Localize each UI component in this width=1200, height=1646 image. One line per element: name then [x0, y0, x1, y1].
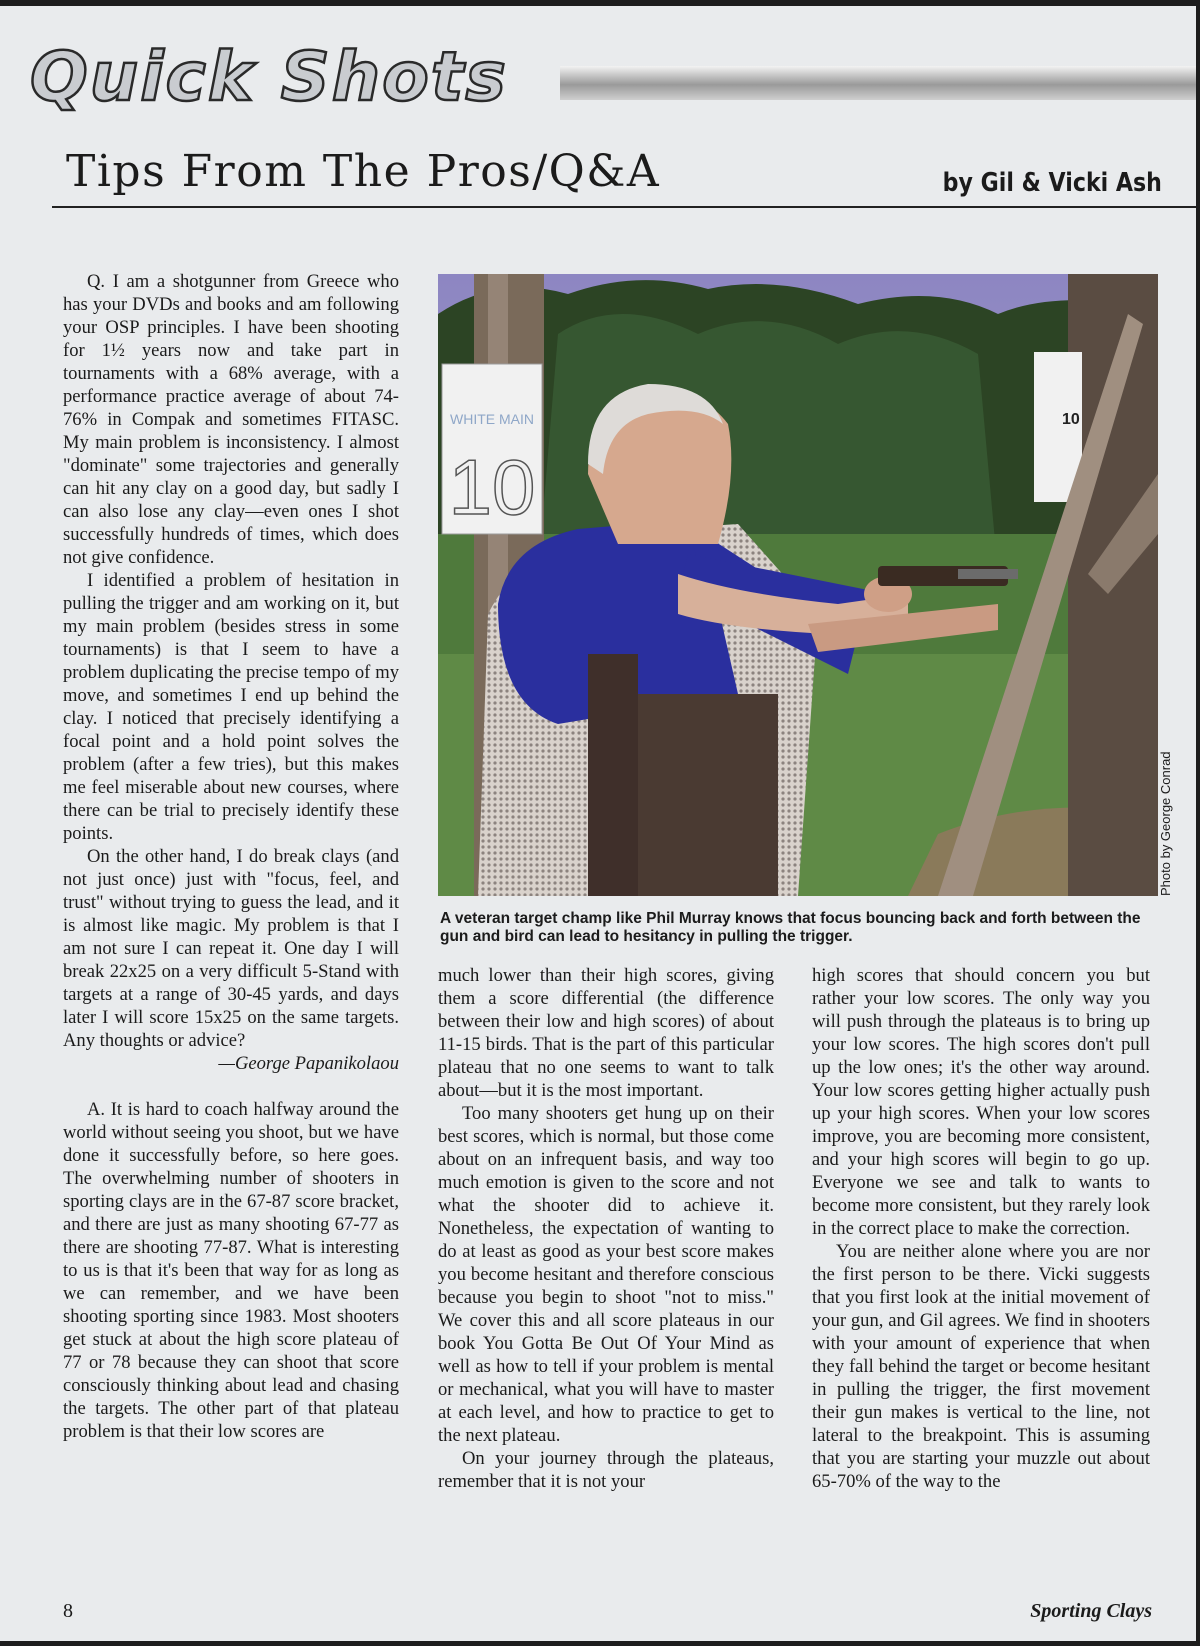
sign-right-number: 10: [1062, 411, 1080, 428]
top-border: [0, 0, 1200, 6]
answer-paragraph: On your journey through the plateaus, remember that it is not your: [438, 1448, 774, 1492]
question-signature: —George Papanikolaou: [218, 1053, 399, 1074]
answer-paragraph: Too many shooters get hung up on their best scores, which is normal, but those come about on an infrequent basis, and way too much emotion is given to the score and not what the shooter did to achieve it. Nonetheless, the expectation of wanting to do at least as good as your best score makes you become hesitant and therefore conscious because you begin to shoot "not to miss." We cover this and all score plateaus in our book You Gotta Be Out Of Your Mind as well as how to tell if your problem is mental or mechanical, what you will have to master at each level, and how to practice to get to the next plateau.: [438, 1103, 774, 1446]
bottom-border: [0, 1641, 1200, 1646]
answer-paragraph-continued: high scores that should concern you but rather your low scores. The only way you will push through the plateaus is to bring up your low scores. The high scores don't pull up the low ones; it's the other way around. Your low scores getting higher actually push up your high scores. When your low scores improve, you are becoming more consistent, and your high scores will begin to go up. Everyone we see and talk to wants to become more consistent, but they rarely look in the correct place to make the correction.: [812, 965, 1150, 1239]
article-title: Tips From The Pros/Q&A: [66, 146, 661, 197]
answer-paragraph: A. It is hard to coach halfway around the world without seeing you shoot, but we have done it successfully before, so here goes. The overwhelming number of shooters in sporting clays are in the 67-87 score bracket, and there are just as many shooting 67-77 as there are shooting 77-87. What is interesting to us is that it's been that way for as long as we can remember, and we have been shooting sporting since 1983. Most shooters get stuck at about the high score plateau of 77 or 78 because they can shoot that score consciously thinking about lead and chasing the targets. The other part of that plateau problem is that their low scores are: [63, 1099, 399, 1442]
photo-credit: Photo by George Conrad: [1158, 751, 1173, 896]
article-photo: [438, 274, 1158, 896]
logo-text: Quick Shots: [30, 38, 508, 117]
column-2: [438, 964, 774, 1493]
sign-left-title: WHITE MAIN: [450, 411, 534, 427]
photo-caption: A veteran target champ like Phil Murray knows that focus bouncing back and forth between the gun and bird can lead to hesitancy in pulling the trigger.: [440, 910, 1141, 945]
logo-bar-decoration: [560, 66, 1196, 100]
header-rule: [52, 206, 1196, 208]
question-paragraph: Q. I am a shotgunner from Greece who has your DVDs and books and am following your OSP principles. I have been shooting for 1½ years now and take part in tournaments with a 68% average, with a performance practice average of about 74-76% in Compak and sometimes FITASC. My main problem is inconsistency. I almost "dominate" some trajectories and generally can hit any clay on a good day, but sadly I can also lose any clay—even ones I shot successfully hundreds of times, which does not give confidence.: [63, 271, 399, 568]
byline: by Gil & Vicki Ash: [942, 168, 1162, 198]
answer-paragraph-continued: much lower than their high scores, giving them a score differential (the difference between their low and high scores) of about 11-15 birds. That is the part of this particular plateau that no one seems to want to talk about—but it is the most important.: [438, 965, 774, 1101]
photo-shooter-image: [438, 274, 1158, 896]
quick-shots-logo: [30, 38, 590, 118]
column-3: [812, 964, 1150, 1493]
question-paragraph: I identified a problem of hesitation in pulling the trigger and am working on it, but my main problem (besides stress in some tournaments) is that I seem to have a problem duplicating the precise tempo of my move, and sometimes I end up behind the clay. I noticed that precisely identifying a focal point and a hold point solves the problem (after a few tries), but this makes me feel miserable about new courses, where there can be trial to precisely identify these points.: [63, 570, 399, 844]
answer-paragraph: You are neither alone where you are nor the first person to be there. Vicki suggests that you first look at the initial movement of your gun, and Gil agrees. We find in shooters with your amount of experience that when they fall behind the target or become hesitant in pulling the trigger, the first movement their gun makes is vertical to the line, not lateral to the breakpoint. This is assuming that you are starting your muzzle out about 65-70% of the way to the: [812, 1241, 1150, 1492]
question-paragraph: On the other hand, I do break clays (and not just once) just with "focus, feel, and trust" without trying to guess the lead, and it is almost like magic. My problem is that I am not sure I can repeat it. One day I will break 22x25 on a very difficult 5-Stand with targets at a range of 30-45 yards, and days later I will score 15x25 on the same targets. Any thoughts or advice?: [63, 846, 399, 1051]
column-1: [63, 270, 399, 1443]
magazine-name: Sporting Clays: [1030, 1600, 1152, 1622]
sign-left-number: 10: [448, 443, 536, 531]
page-number: 8: [63, 1600, 73, 1622]
right-border: [1196, 0, 1200, 1646]
